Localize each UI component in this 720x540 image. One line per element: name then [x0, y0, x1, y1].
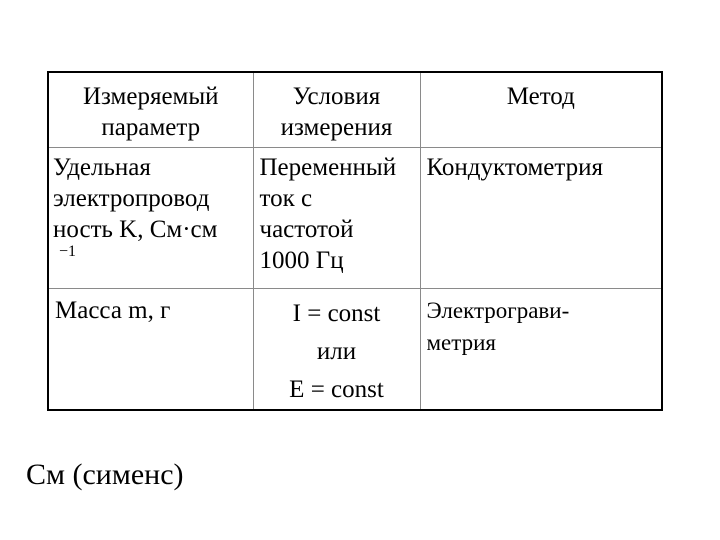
cell-text: метрия	[426, 329, 496, 355]
cell-text: ток с	[259, 184, 313, 212]
cell-text: или	[316, 337, 357, 365]
cell-text: 1000 Гц	[259, 246, 344, 274]
header-text: параметр	[101, 114, 201, 141]
header-text: Метод	[506, 83, 575, 110]
header-cell-method	[420, 72, 662, 147]
table-row	[48, 147, 662, 288]
data-table	[47, 71, 663, 411]
cell-conductivity	[48, 147, 253, 288]
cell-mass	[48, 288, 253, 410]
footnote-text: См (сименс)	[26, 458, 184, 491]
cell-text: E = const	[289, 375, 384, 403]
table-row	[48, 288, 662, 410]
header-text: Измеряемый	[82, 83, 219, 110]
cell-text: ность K, См·см	[53, 215, 218, 243]
header-text: измерения	[280, 114, 393, 141]
cell-text: Электрограви-	[426, 297, 570, 323]
cell-text: Кондуктометрия	[426, 153, 603, 181]
cell-text: Переменный	[259, 153, 397, 181]
cell-text: Масса m, г	[55, 296, 171, 324]
header-text: Условия	[292, 83, 381, 110]
cell-text: I = const	[292, 299, 381, 327]
header-cell-conditions	[253, 72, 420, 147]
cell-conductometry	[420, 147, 662, 288]
cell-electrogravimetry	[420, 288, 662, 410]
superscript-text: −1	[59, 242, 77, 260]
cell-text: частотой	[259, 215, 354, 243]
cell-alternating-current	[253, 147, 420, 288]
cell-current-constant	[253, 288, 420, 410]
table-header-row	[48, 72, 662, 147]
cell-text: электропровод	[53, 184, 210, 212]
header-cell-parameter	[48, 72, 253, 147]
cell-text: Удельная	[53, 153, 151, 181]
